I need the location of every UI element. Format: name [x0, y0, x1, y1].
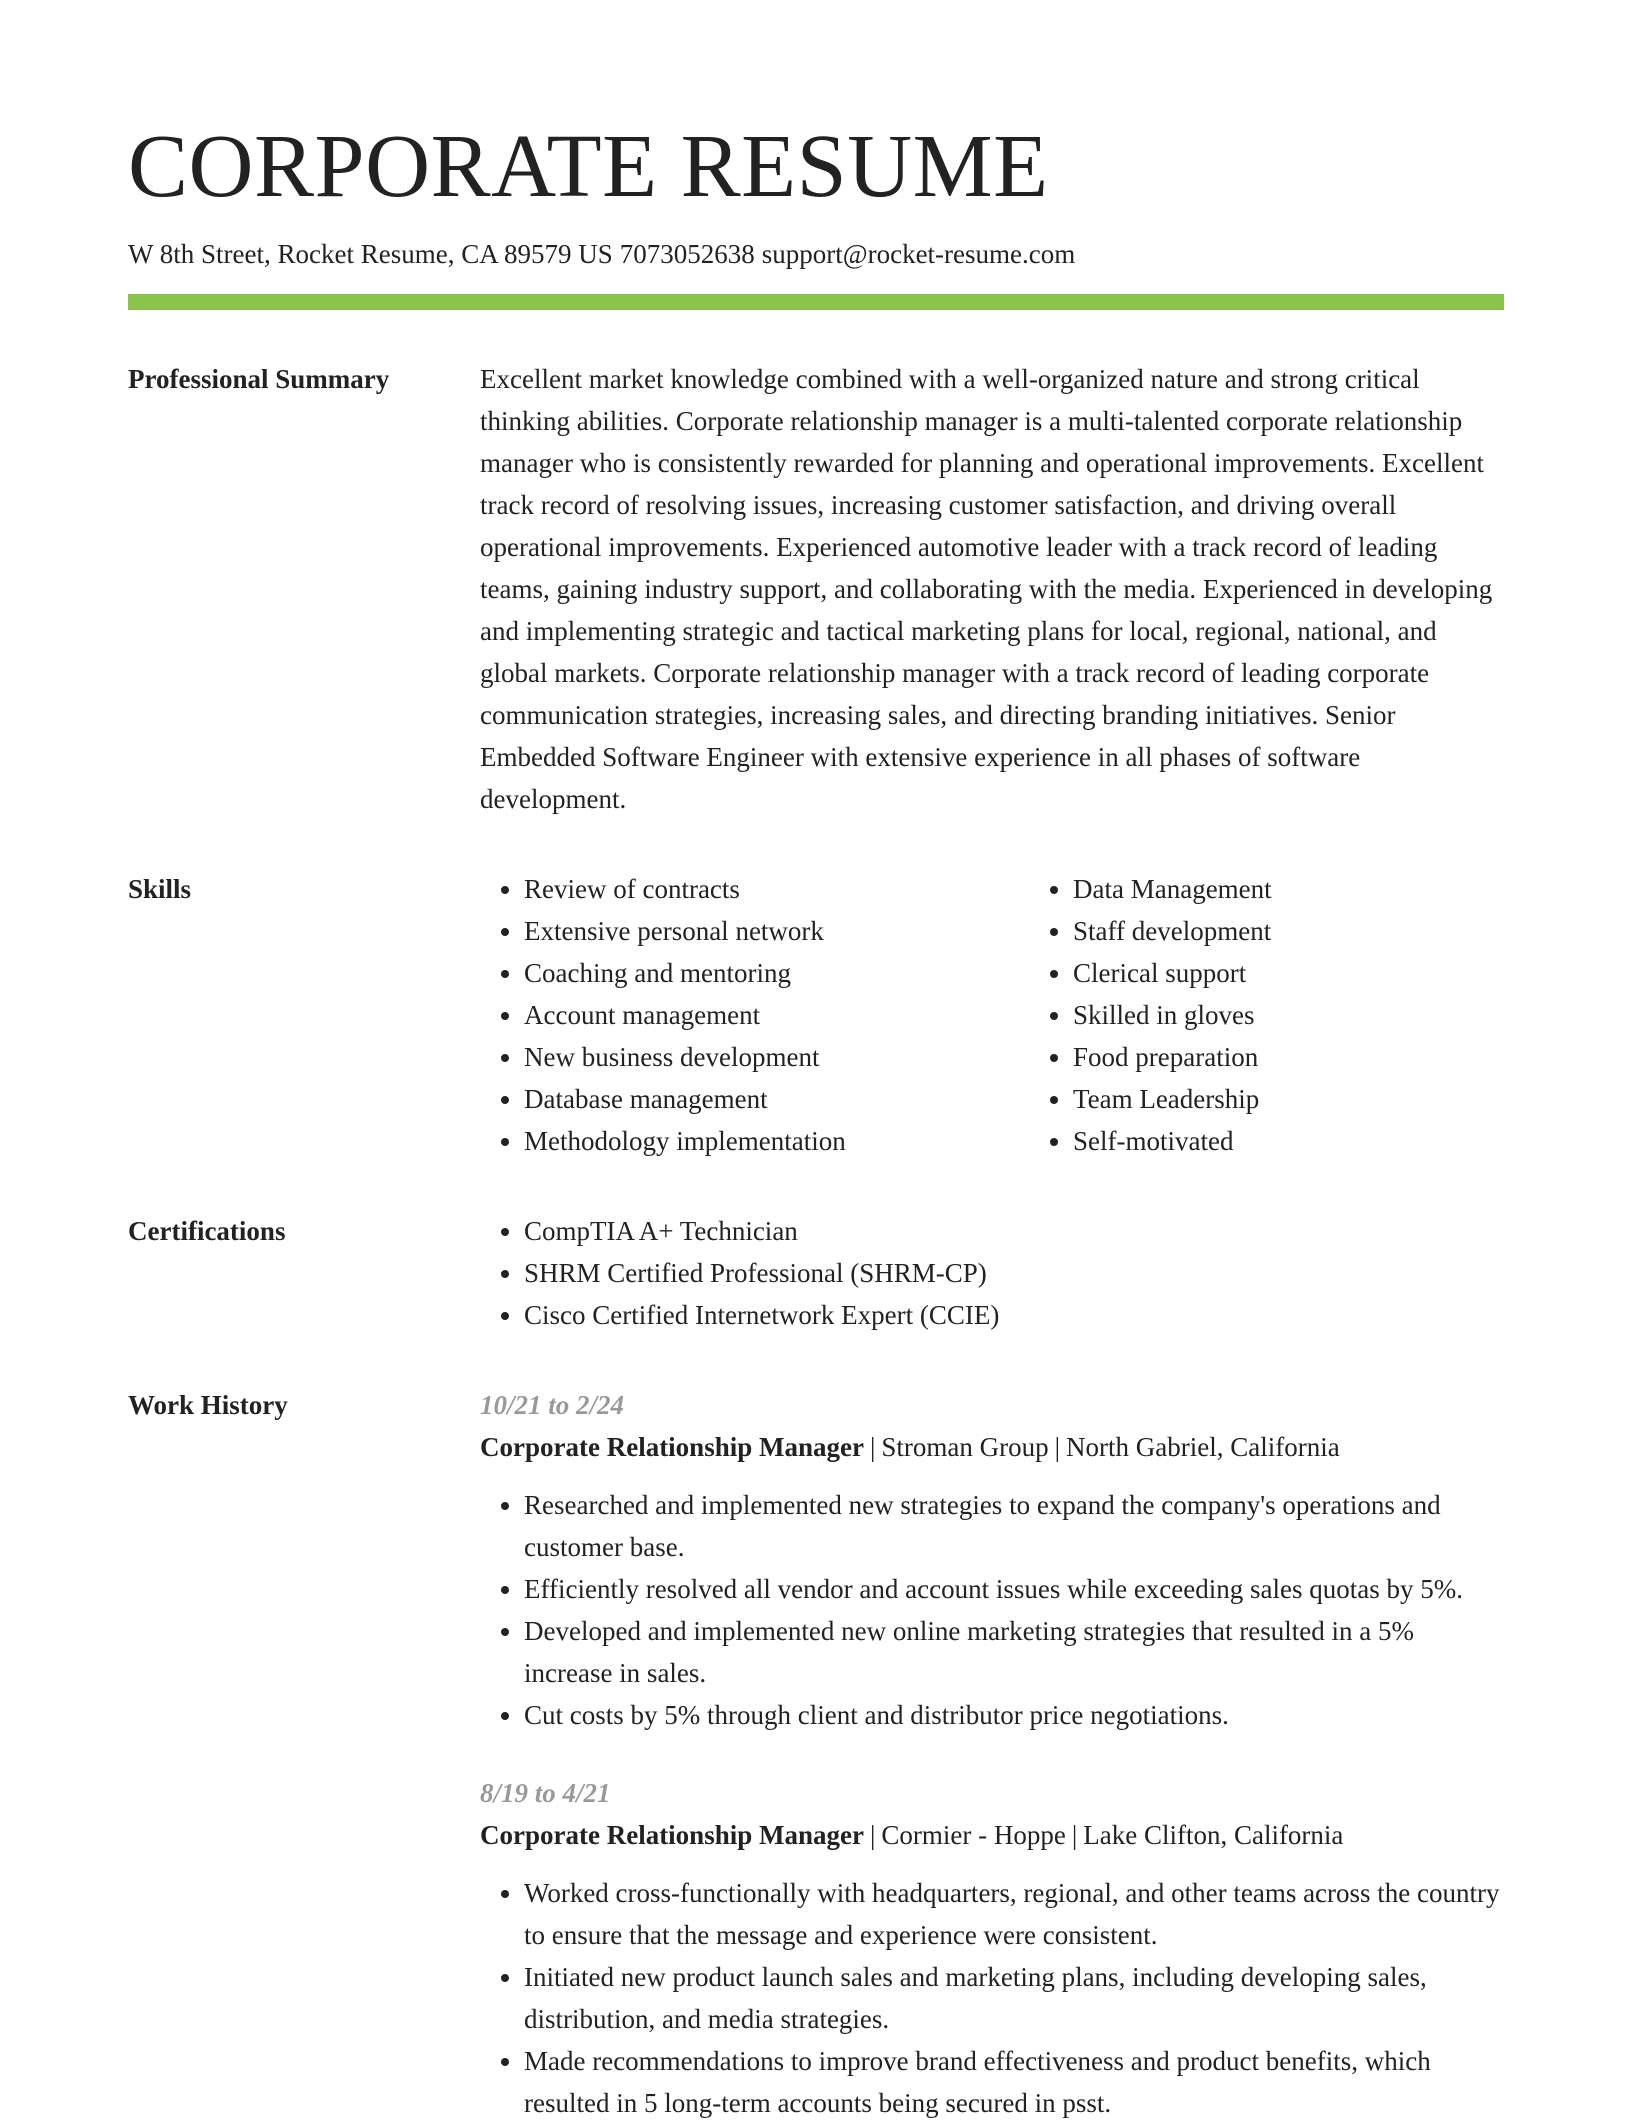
job-bullet: • Initiated new product launch sales and marketing plans, including developing sales, distribution, and media strategies. — [524, 1956, 1504, 2040]
contact-line — [128, 238, 1504, 270]
section-body — [480, 358, 1504, 820]
section-title: Professional Summary — [128, 364, 390, 395]
job-bullet: • Developed and implemented new online marketing strategies that resulted in a 5% increase in sales. — [524, 1610, 1504, 1694]
section-professional-summary — [128, 358, 1504, 820]
skills-list-left — [480, 868, 1029, 1162]
skill-item: • Data Management — [1073, 868, 1578, 910]
job-bullets — [480, 1872, 1504, 2124]
job-company: Cormier - Hoppe — [881, 1820, 1066, 1851]
skill-item: • Staff development — [1073, 910, 1578, 952]
skill-item: • Clerical support — [1073, 952, 1578, 994]
skill-item: • Extensive personal network — [524, 910, 1029, 952]
skill-item: • Methodology implementation — [524, 1120, 1029, 1162]
job-bullets — [480, 1484, 1504, 1736]
section-body — [480, 1210, 1504, 1336]
job-entry — [480, 1384, 1504, 1736]
contact-phone: 7073052638 — [619, 239, 755, 269]
skill-item: • New business development — [524, 1036, 1029, 1078]
job-entry — [480, 1772, 1504, 2124]
resume-name: CORPORATE RESUME — [128, 117, 1049, 216]
job-separator: | — [869, 1820, 876, 1851]
job-dates: 8/19 to 4/21 — [480, 1778, 611, 1809]
skills-list-right — [1029, 868, 1578, 1162]
certification-item: • Cisco Certified Internetwork Expert (CCIE) — [524, 1294, 1504, 1336]
job-separator: | — [1071, 1820, 1078, 1851]
skill-item: • Account management — [524, 994, 1029, 1036]
job-separator: | — [869, 1432, 876, 1463]
job-location: North Gabriel, California — [1066, 1432, 1340, 1463]
section-body — [480, 868, 1578, 1162]
job-heading — [480, 1814, 1504, 1856]
certifications-list — [480, 1210, 1504, 1336]
contact-address: W 8th Street, Rocket Resume, CA 89579 US — [128, 239, 613, 269]
job-bullet: • Efficiently resolved all vendor and account issues while exceeding sales quotas by 5%. — [524, 1568, 1504, 1610]
job-title: Corporate Relationship Manager — [480, 1820, 864, 1851]
skill-item: • Food preparation — [1073, 1036, 1578, 1078]
summary-text: Excellent market knowledge combined with a well-organized nature and strong critical thinking abilities. Corporate relationship manager is a multi-talented corporate relationship manager who is consistently rewarded for planning and operational improvements. Excellent track record of resolving issues, increasing customer satisfaction, and driving overall operational improvements. Experienced automotive leader with a track record of leading teams, gaining industry support, and collaborating with the media. Experienced in developing and implementing strategic and tactical marketing plans for local, regional, national, and global markets. Corporate relationship manager with a track record of leading corporate communication strategies, increasing sales, and directing branding initiatives. Senior Embedded Software Engineer with extensive experience in all phases of software development. — [480, 364, 1493, 815]
job-separator: | — [1054, 1432, 1061, 1463]
section-work-history — [128, 1384, 1504, 2124]
job-company: Stroman Group — [881, 1432, 1049, 1463]
resume-header — [128, 117, 1504, 310]
skill-item: • Review of contracts — [524, 868, 1029, 910]
skill-item: • Coaching and mentoring — [524, 952, 1029, 994]
section-body — [480, 1384, 1504, 2124]
skill-item: • Database management — [524, 1078, 1029, 1120]
section-certifications — [128, 1210, 1504, 1336]
job-location: Lake Clifton, California — [1083, 1820, 1344, 1851]
job-bullet: • Worked cross-functionally with headquarters, regional, and other teams across the country to ensure that the message and experience were consistent. — [524, 1872, 1504, 1956]
skill-item: • Team Leadership — [1073, 1078, 1578, 1120]
header-divider — [128, 294, 1504, 310]
job-bullet: • Researched and implemented new strategies to expand the company's operations and customer base. — [524, 1484, 1504, 1568]
section-title: Work History — [128, 1390, 288, 1421]
job-dates: 10/21 to 2/24 — [480, 1390, 625, 1421]
job-title: Corporate Relationship Manager — [480, 1432, 864, 1463]
certification-item: • SHRM Certified Professional (SHRM-CP) — [524, 1252, 1504, 1294]
section-skills — [128, 868, 1504, 1162]
certification-item: • CompTIA A+ Technician — [524, 1210, 1504, 1252]
contact-email: support@rocket-resume.com — [761, 239, 1076, 269]
skill-item: • Skilled in gloves — [1073, 994, 1578, 1036]
skill-item: • Self-motivated — [1073, 1120, 1578, 1162]
job-heading — [480, 1426, 1504, 1468]
job-bullet: • Cut costs by 5% through client and distributor price negotiations. — [524, 1694, 1504, 1736]
section-title: Certifications — [128, 1216, 286, 1247]
section-title: Skills — [128, 874, 192, 905]
job-bullet: • Made recommendations to improve brand effectiveness and product benefits, which resulted in 5 long-term accounts being secured in psst. — [524, 2040, 1504, 2124]
